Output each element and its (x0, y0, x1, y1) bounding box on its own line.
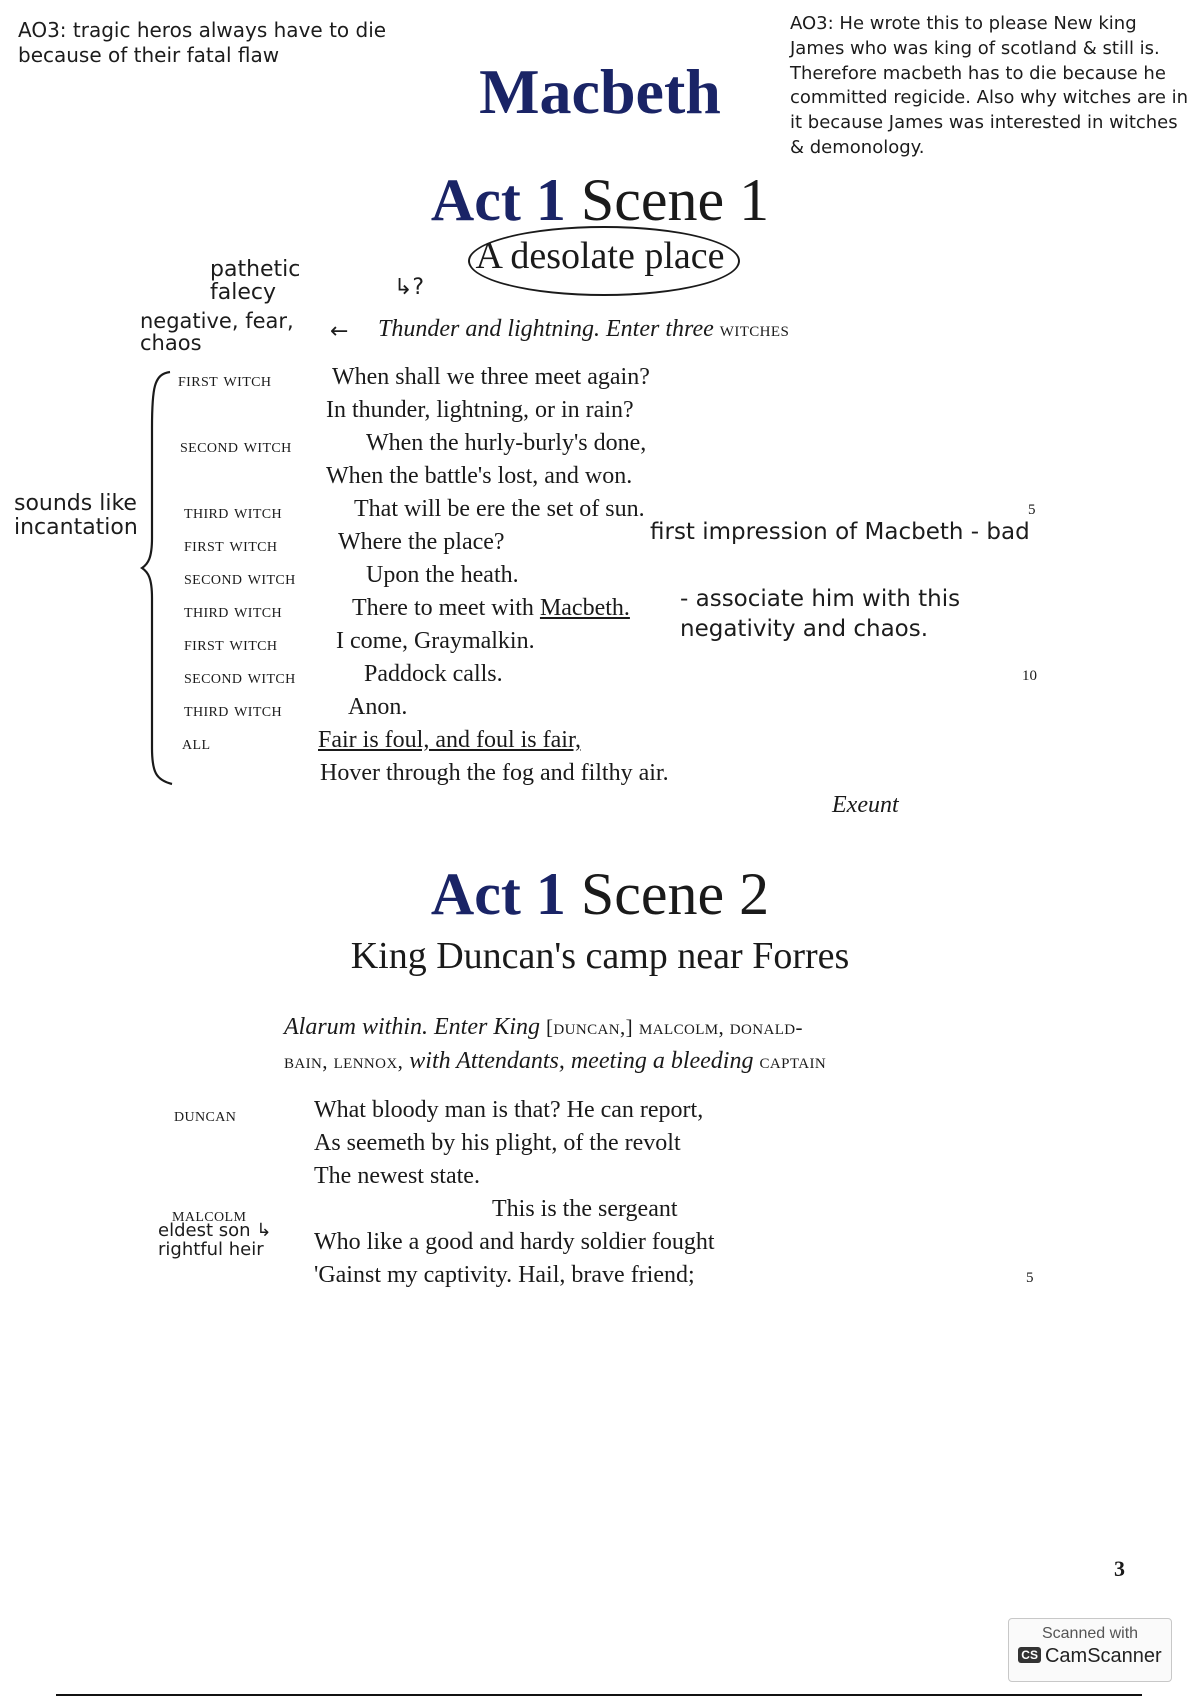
dialogue-line: Who like a good and hardy soldier fought (314, 1229, 715, 1255)
scene1-scene: Scene 1 (580, 167, 770, 233)
dialogue-line: The newest state. (314, 1163, 480, 1189)
dialogue-line: What bloody man is that? He can report, (314, 1097, 704, 1123)
stage-text: with Attendants, meeting a bleeding (409, 1048, 754, 1074)
scanner-name: CamScanner (1044, 1645, 1162, 1667)
stage-witches: witches (719, 317, 790, 341)
speaker: third witch (184, 600, 283, 622)
scene1-act: Act 1 (430, 167, 566, 233)
speaker: first witch (184, 534, 278, 556)
dialogue-line: When the hurly-burly's done, (366, 430, 647, 456)
line-text: There to meet with (352, 595, 540, 621)
dialogue-line: Where the place? (338, 529, 505, 555)
scene2-stage-direction (284, 1014, 924, 1041)
annotation-ao3-tragic-hero: AO3: tragic heros always have to die because of their fatal flaw (18, 18, 387, 67)
stage-text: Alarum within. Enter King (284, 1014, 541, 1040)
speaker: second witch (184, 567, 296, 589)
scene2-location: King Duncan's camp near Forres (350, 935, 850, 977)
dialogue-line: Hover through the fog and filthy air. (320, 760, 669, 786)
speaker: first witch (178, 369, 272, 391)
speaker: first witch (184, 633, 278, 655)
dialogue-line: Upon the heath. (366, 562, 519, 588)
dialogue-line (352, 595, 630, 622)
annotation-eldest-son: eldest son ↳ rightful heir (158, 1220, 272, 1260)
annotation-left-arrow-icon: ← (330, 319, 349, 344)
annotation-associate: - associate him with this negativity and chaos. (680, 586, 961, 642)
exeunt: Exeunt (832, 792, 899, 818)
scanner-brand (1009, 1645, 1171, 1668)
play-title: Macbeth (479, 56, 721, 127)
dialogue-line: I come, Graymalkin. (336, 628, 535, 654)
dialogue-line: When shall we three meet again? (332, 364, 650, 390)
stage-characters: bain, lennox, (284, 1049, 404, 1073)
speaker: second witch (184, 666, 296, 688)
annotation-ao3-king-james: AO3: He wrote this to please New king James who was king of scotland & still is. Therefore macbeth has to die because he committed regicide. Also why witches are in it because James was interested in witches & demonology. (790, 13, 1189, 159)
speaker: third witch (184, 699, 283, 721)
speaker: second witch (180, 435, 292, 457)
line-number: 5 (1028, 502, 1036, 518)
dialogue-line: That will be ere the set of sun. (354, 496, 645, 522)
line-number: 5 (1026, 1270, 1034, 1286)
speaker: malcolm (172, 1204, 247, 1226)
speaker: third witch (184, 501, 283, 523)
macbeth-underlined: Macbeth. (539, 595, 630, 621)
dialogue-line: When the battle's lost, and won. (326, 463, 633, 489)
scene2-stage-direction-cont (284, 1048, 826, 1075)
dialogue-line: As seemeth by his plight, of the revolt (314, 1130, 681, 1156)
stage-text: Thunder and lightning. Enter three (378, 316, 714, 342)
camscanner-watermark (1008, 1618, 1172, 1682)
line-number: 10 (1022, 668, 1037, 684)
scene1-stage-direction (378, 316, 789, 343)
scene2-act: Act 1 (430, 861, 566, 927)
scene1-heading (0, 166, 1200, 235)
brace-icon (140, 368, 180, 788)
stage-captain: captain (759, 1049, 827, 1073)
speaker: all (182, 732, 211, 754)
scene2-heading (0, 860, 1200, 929)
scene1-location: A desolate place (475, 235, 725, 277)
bottom-divider (56, 1694, 1142, 1696)
annotation-negative-fear-chaos: negative, fear, chaos (140, 309, 294, 356)
dialogue-line: 'Gainst my captivity. Hail, brave friend; (314, 1262, 695, 1288)
annotation-first-impression: first impression of Macbeth - bad (650, 519, 1030, 545)
annotation-pathetic-fallacy: pathetic falecy (210, 257, 301, 306)
stage-duncan: [duncan,] (546, 1015, 634, 1039)
dialogue-line: Anon. (348, 694, 408, 720)
handwritten-circle (468, 226, 740, 296)
dialogue-line: Paddock calls. (364, 661, 503, 687)
dialogue-line: Fair is foul, and foul is fair, (318, 727, 581, 753)
scanner-caption: Scanned with (1041, 1625, 1139, 1642)
dialogue-line: This is the sergeant (492, 1196, 678, 1222)
dialogue-line: In thunder, lightning, or in rain? (326, 397, 634, 423)
camscanner-logo-icon: CS (1018, 1647, 1041, 1663)
stage-characters: malcolm, donald- (639, 1015, 803, 1039)
scene2-scene: Scene 2 (580, 861, 770, 927)
annotation-incantation: sounds like incantation (14, 491, 138, 541)
annotation-arrow-icon: ↳? (394, 275, 425, 300)
speaker: duncan (174, 1104, 237, 1126)
page-number: 3 (1114, 1556, 1125, 1581)
